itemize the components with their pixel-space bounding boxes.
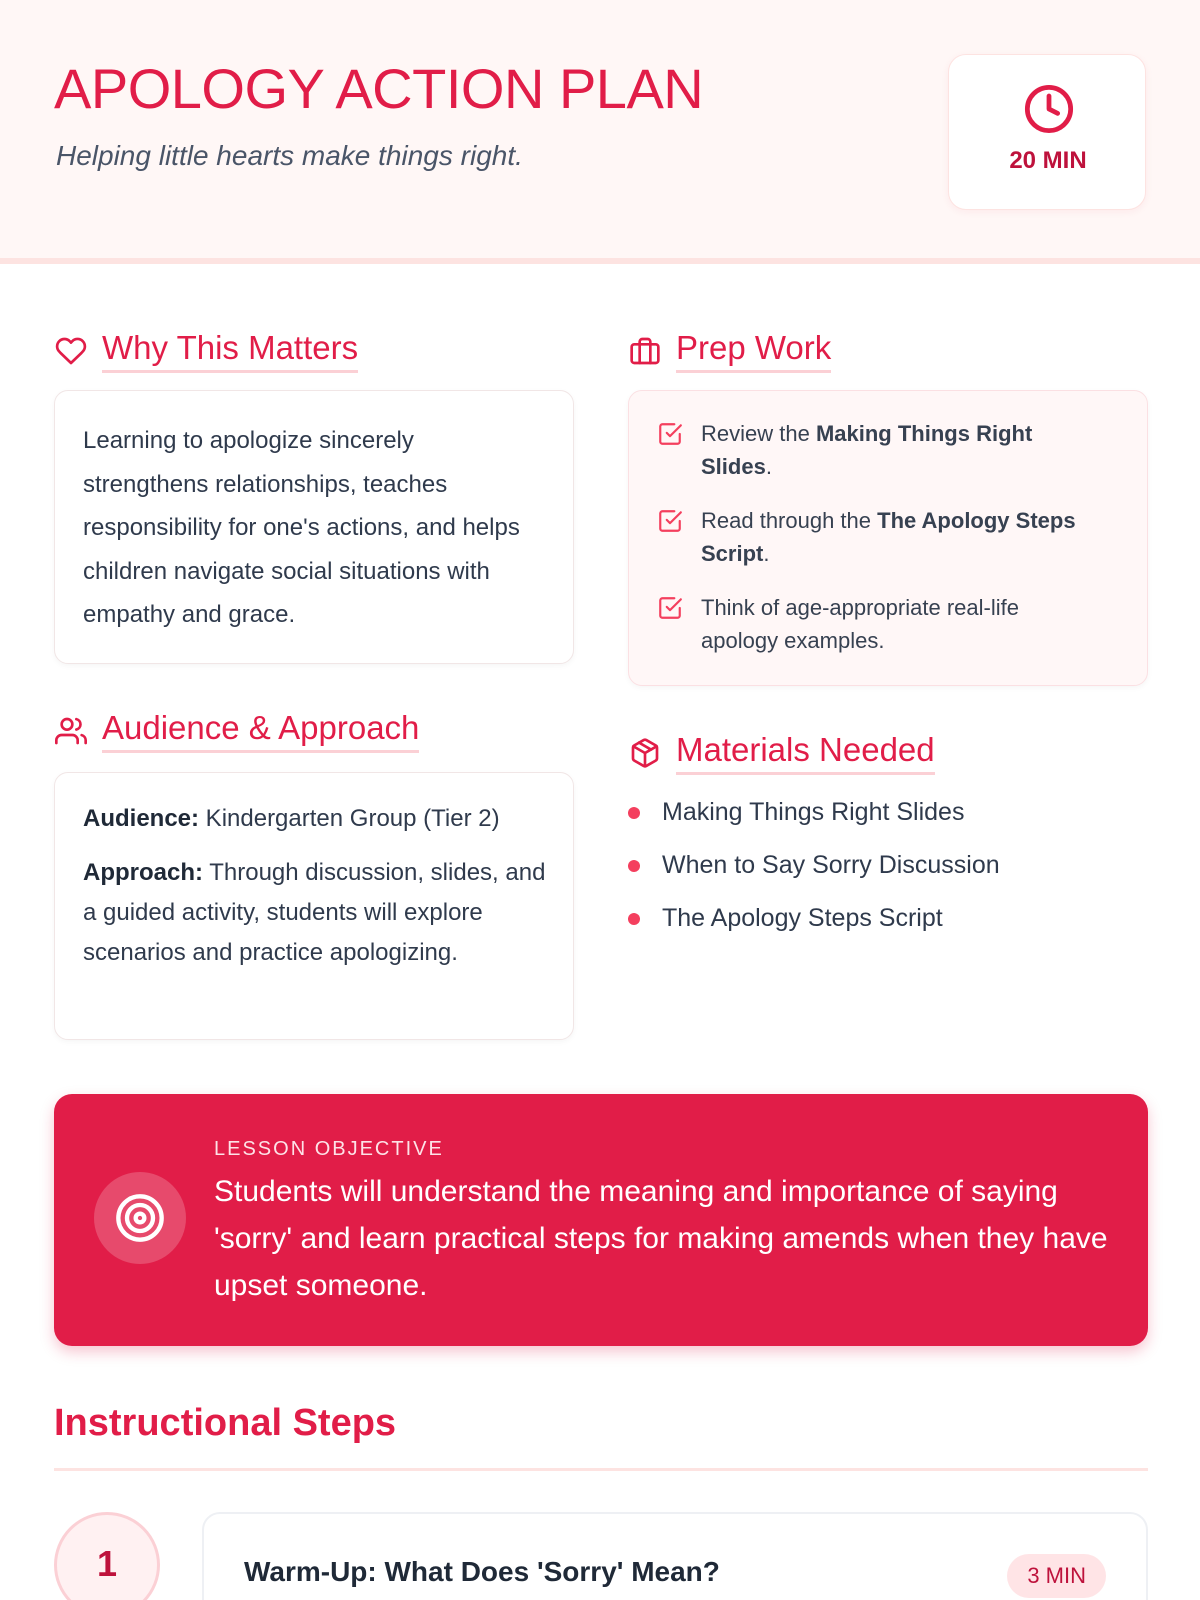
material-item: When to Say Sorry Discussion bbox=[628, 851, 1000, 880]
why-heading bbox=[54, 328, 358, 373]
lesson-objective-banner bbox=[54, 1094, 1148, 1346]
target-icon bbox=[94, 1172, 186, 1264]
bullet-dot bbox=[628, 860, 640, 872]
duration-card bbox=[948, 54, 1146, 210]
prep-heading bbox=[628, 328, 831, 373]
page-title: APOLOGY ACTION PLAN bbox=[54, 57, 704, 120]
prep-item bbox=[657, 504, 1107, 570]
bullet-dot bbox=[628, 807, 640, 819]
step-card bbox=[202, 1512, 1148, 1600]
step-title: Warm-Up: What Does 'Sorry' Mean? bbox=[244, 1556, 720, 1587]
audience-card bbox=[54, 772, 574, 1040]
step-number-badge: 1 bbox=[54, 1512, 160, 1600]
prep-item bbox=[657, 591, 1097, 657]
prep-heading-label: Prep Work bbox=[676, 328, 831, 373]
why-heading-label: Why This Matters bbox=[102, 328, 358, 373]
why-text: Learning to apologize sincerely strengthens relationships, teaches responsibility for one's actions, and helps children navigate social situations with empathy and grace. bbox=[83, 427, 520, 628]
page-subtitle: Helping little hearts make things right. bbox=[56, 140, 523, 171]
briefcase-icon bbox=[628, 334, 662, 368]
checkbox-icon bbox=[657, 421, 683, 447]
prep-item bbox=[657, 417, 1097, 483]
audience-line: Audience: Kindergarten Group (Tier 2) bbox=[83, 805, 500, 832]
objective-label: LESSON OBJECTIVE bbox=[214, 1138, 444, 1160]
material-item: The Apology Steps Script bbox=[628, 904, 943, 933]
prep-item-text: Think of age-appropriate real-life apology examples. bbox=[701, 595, 1019, 653]
approach-line: Approach: Through discussion, slides, and a guided activity, students will explore scenarios and practice apologizing. bbox=[83, 859, 546, 966]
heart-icon bbox=[54, 334, 88, 368]
material-item: Making Things Right Slides bbox=[628, 798, 964, 827]
why-card bbox=[54, 390, 574, 664]
materials-heading bbox=[628, 730, 935, 775]
prep-card bbox=[628, 390, 1148, 686]
users-icon bbox=[54, 714, 88, 748]
clock-icon bbox=[1023, 83, 1075, 135]
audience-heading-label: Audience & Approach bbox=[102, 708, 419, 753]
audience-heading bbox=[54, 708, 419, 753]
duration-label: 20 MIN bbox=[1009, 147, 1087, 174]
box-icon bbox=[628, 736, 662, 770]
divider bbox=[54, 1468, 1148, 1471]
step-duration-badge: 3 MIN bbox=[1007, 1554, 1106, 1598]
checkbox-icon bbox=[657, 508, 683, 534]
bullet-dot bbox=[628, 913, 640, 925]
prep-item-text: Review the Making Things Right Slides. bbox=[701, 421, 1033, 479]
objective-text: Students will understand the meaning and importance of saying 'sorry' and learn practical steps for making amends when they have upset someone. bbox=[214, 1175, 1108, 1302]
materials-heading-label: Materials Needed bbox=[676, 730, 935, 775]
steps-heading: Instructional Steps bbox=[54, 1402, 397, 1444]
header bbox=[0, 0, 1200, 264]
prep-item-text: Read through the The Apology Steps Script. bbox=[701, 508, 1076, 566]
checkbox-icon bbox=[657, 595, 683, 621]
